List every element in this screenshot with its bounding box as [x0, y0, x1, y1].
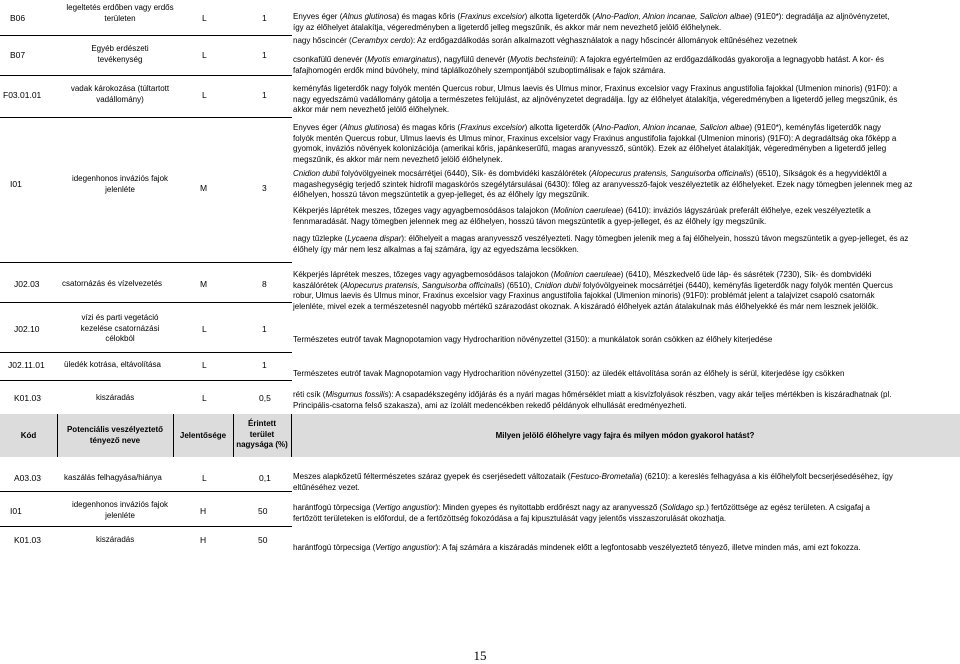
- area-cell: 8: [262, 279, 267, 289]
- factor-cell: Egyéb erdészeti tevékenység: [91, 44, 149, 64]
- row-divider: [0, 491, 292, 492]
- row-divider: [0, 352, 292, 353]
- significance-cell: L: [202, 360, 207, 370]
- code-cell: I01: [10, 506, 22, 516]
- header-significance: Jelentősége: [179, 431, 227, 440]
- row-divider: [0, 35, 292, 36]
- code-cell: J02.03: [14, 279, 40, 289]
- impact-description: nagy tűzlepke (Lycaena dispar): élőhelyeit a magas aranyvessző veszélyezteti. Nagy tömegben jelenik meg a faj élőhelyein, hosszú távon megszüntetik a gyep-jelleget, és az élőhely így már nem lesz alkalmas a faj számára, így az egyedszáma lecsökken.: [293, 234, 909, 254]
- significance-cell: M: [200, 279, 208, 289]
- area-cell: 1: [262, 50, 267, 60]
- significance-cell: M: [200, 183, 208, 193]
- code-cell: F03.01.01: [3, 90, 42, 100]
- row-divider: [0, 380, 292, 381]
- impact-description: Kékperjés láprétek meszes, tőzeges vagy agyagbemosódásos talajokon (Molinion caeruleae) (6410): inváziós lágyszárúak preferált élőhelye, ezek veszélyeztetik a fennmaradását. Nagy tömegben jelennek meg az élőhelyen, hosszú távon megszüntetik a gyep-jelleget, és az élőhely így megszűnik.: [293, 206, 871, 226]
- significance-cell: L: [202, 50, 207, 60]
- impact-description: Meszes alapkőzetű féltermészetes száraz gyepek és cserjésedett változataik (Festuco-Brometalia) (6210): a kereslés felhagyása a kis élőhelyfolt becserjésedéséhez, így eltűnéséhez vezet.: [293, 472, 893, 492]
- impact-description: csonkafülű denevér (Myotis emarginatus), nagyfülű denevér (Myotis bechsteinii): A fajokra egyértelműen az erdőgazdálkodás gyakorolja a legnagyobb hatást. A kor- és fafajhomogén erdők mind búvóhely, mind táplálkozóhely szempontjából szuboptimálisak e fajok számára.: [293, 55, 884, 75]
- significance-cell: L: [202, 324, 207, 334]
- area-cell: 50: [258, 535, 268, 545]
- row-divider: [0, 117, 292, 118]
- impact-description: Enyves éger (Alnus glutinosa) és magas kőris (Fraxinus excelsior) alkotta ligeterdők (Alno-Padion, Alnion incanae, Salicion albae) (91E0*): degradálja az aljnövényzetet, így az élőhelyet átalakítja, végeredményben a ligeterdő jelleg megszűnik, és akkor már nem nevezhető jelölő élőhelynek.: [293, 12, 890, 32]
- significance-cell: L: [202, 393, 207, 403]
- row-divider: [0, 526, 292, 527]
- impact-description: Cnidion dubii folyóvölgyeinek mocsárrétjei (6440), Sík- és dombvidéki kaszálórétek (Alopecurus pratensis, Sanguisorba officinalis) (6510), Síkságok és a hegyvidéktől a magashegységig terjedő szintek hidrofil magaskórós szegélytársulásai (6430): főleg az aranyvessző-fajok veszélyeztetik az élőhelyeket. Ezek nagy tömegben jelennek meg az élőhelyen, hosszú távon megszüntetik a gyep-jelleget, és az élőhely így megszűnik.: [293, 169, 913, 200]
- area-cell: 0,5: [259, 393, 271, 403]
- factor-cell: kaszálás felhagyása/hiánya: [64, 473, 162, 482]
- significance-cell: L: [202, 13, 207, 23]
- factor-cell: idegenhonos inváziós fajok jelenléte: [71, 174, 169, 194]
- factor-cell: vízi és parti vegetáció kezelése csatornázási célokból: [80, 313, 160, 344]
- significance-cell: L: [202, 90, 207, 100]
- code-cell: I01: [10, 179, 22, 189]
- factor-cell: vadak károkozása (túltartott vadállomány): [70, 84, 170, 104]
- area-cell: 1: [262, 90, 267, 100]
- code-cell: B06: [10, 13, 26, 23]
- factor-cell: üledék kotrása, eltávolítása: [64, 360, 161, 369]
- code-cell: K01.03: [14, 393, 41, 403]
- factor-cell: kiszáradás: [96, 535, 135, 544]
- code-cell: B07: [10, 50, 26, 60]
- impact-description: Természetes eutróf tavak Magnopotamion vagy Hydrocharition növényzettel (3150): az üledék eltávolítása során az élőhely is sérül, kiterjedése így csökken: [293, 369, 845, 378]
- column-divider: [57, 414, 58, 457]
- column-divider: [291, 414, 292, 457]
- row-divider: [0, 262, 292, 263]
- page-number: 15: [473, 648, 487, 663]
- impact-description: Kékperjés láprétek meszes, tőzeges vagy agyagbemosódásos talajokon (Molinion caeruleae) (6410), Mészkedvelő üde láp- és sásrétek (7230), Sík- és dombvidéki kaszálórétek (Alopecurus pratensis, Sanguisorba officinalis) (6510), Cnidion dubii folyóvölgyeinek mocsárrétjei (6440), keményfás ligeterdők nagy folyók mentén Quercus robur, Ulmus laevis és Ulmus minor, Fraxinus excelsior vagy Fraxinus angustifolia fajokkal (Ulmenion minoris) (91F0): problémát jelent a talajvizet csapoló csatornák jelenléte, mivel ezek a természetesnél nagyobb mértékű szárazodást okoznak. A kiszáradó élőhelyek aztán átalakulnak más élőhelyekké és már nem lesznek jelölők.: [293, 270, 893, 311]
- impact-description: Természetes eutróf tavak Magnopotamion vagy Hydrocharition növényzettel (3150): a munkálatok során csökken az élőhely kiterjedése: [293, 335, 773, 344]
- factor-cell: legeltetés erdőben vagy erdős területen: [66, 3, 174, 23]
- impact-description: réti csík (Misgurnus fossilis): A csapadékszegény időjárás és a nyári magas hőmérséklet miatt a kisvízfolyások részben, vagy akár teljes mértékben is kiszáradhatnak (pl. Principális-csatorna felső szakasza), ami az ízolált medencékben rekedő példányok elhullását eredményezheti.: [293, 390, 892, 410]
- header-factor: Potenciális veszélyeztető tényező neve: [66, 425, 164, 445]
- code-cell: J02.10: [14, 324, 40, 334]
- significance-cell: H: [200, 535, 207, 545]
- header-code: Kód: [20, 431, 37, 440]
- row-divider: [0, 302, 292, 303]
- impact-description: harántfogú törpecsiga (Vertigo angustior): A faj számára a kiszáradás mindenek előtt a legfontosabb veszélyeztető tényező, illetve minden más, ami ezt fokozza.: [293, 543, 861, 552]
- area-cell: 50: [258, 506, 268, 516]
- area-cell: 3: [262, 183, 267, 193]
- code-cell: A03.03: [14, 473, 41, 483]
- column-divider: [233, 414, 234, 457]
- impact-description: nagy hőscincér (Cerambyx cerdo): Az erdőgazdálkodás során alkalmazott véghasználatok a nagy hőscincér állományok eltűnéséhez vezetnek: [293, 36, 798, 45]
- significance-cell: L: [202, 473, 207, 483]
- impact-description: harántfogú törpecsiga (Vertigo angustior): Minden gyepes és nyitottabb erdőrészt nagy az aranyvessző (Solidago sp.) fertőzöttsége az egész területen. A csigafaj a fertőzött területeken is előfordul, de a fertőzöttség fokozódása a faj kipusztulását vagy jelentős visszaszorulását okozhatja.: [293, 503, 870, 523]
- significance-cell: H: [200, 506, 207, 516]
- area-cell: 1: [262, 324, 267, 334]
- code-cell: K01.03: [14, 535, 41, 545]
- area-cell: 1: [262, 360, 267, 370]
- factor-cell: csatornázás és vízelvezetés: [62, 279, 163, 288]
- area-cell: 1: [262, 13, 267, 23]
- factor-cell: kiszáradás: [96, 393, 135, 402]
- factor-cell: idegenhonos inváziós fajok jelenléte: [71, 500, 169, 520]
- code-cell: J02.11.01: [8, 360, 45, 370]
- row-divider: [0, 75, 292, 76]
- area-cell: 0,1: [259, 473, 271, 483]
- header-description: Milyen jelölő élőhelyre vagy fajra és milyen módon gyakorol hatást?: [495, 431, 755, 440]
- impact-description: keményfás ligeterdők nagy folyók mentén Quercus robur, Ulmus laevis és Ulmus minor, Fraxinus excelsior vagy Fraxinus angustifolia fajokkal (Ulmenion minoris) (91F0): a nagy egyedszámú vadállomány gátolja a természetes felújulást, az aljnövényzetet degradálja. Így az élőhelyet átalakítja, végeredményben a ligeterdő jelleg megszűnik, és akkor már nem nevezhető jelölő élőhelynek.: [293, 84, 898, 115]
- header-area: Érintett terület nagysága (%): [236, 419, 288, 450]
- impact-description: Enyves éger (Alnus glutinosa) és magas kőris (Fraxinus excelsior) alkotta ligeterdők (Alno-Padion, Alnion incanae, Salicion albae) (91E0*), keményfás ligeterdők nagy folyók mentén Quercus robur, Ulmus laevis és Ulmus minor, Fraxinus excelsior vagy Fraxinus angustifolia fajokkal (Ulmenion minoris) (91F0): A degradáltság oka főképp a gyomok, inváziós növények kolonizációja (amerikai kőris, japánkeserűfű, magas aranyvessző, süntök). Ezek az élőhelyet átalakítják, végeredményben a ligeterdő jelleg megszűnik, és akkor már nem nevezhető jelölő élőhelynek.: [293, 123, 897, 164]
